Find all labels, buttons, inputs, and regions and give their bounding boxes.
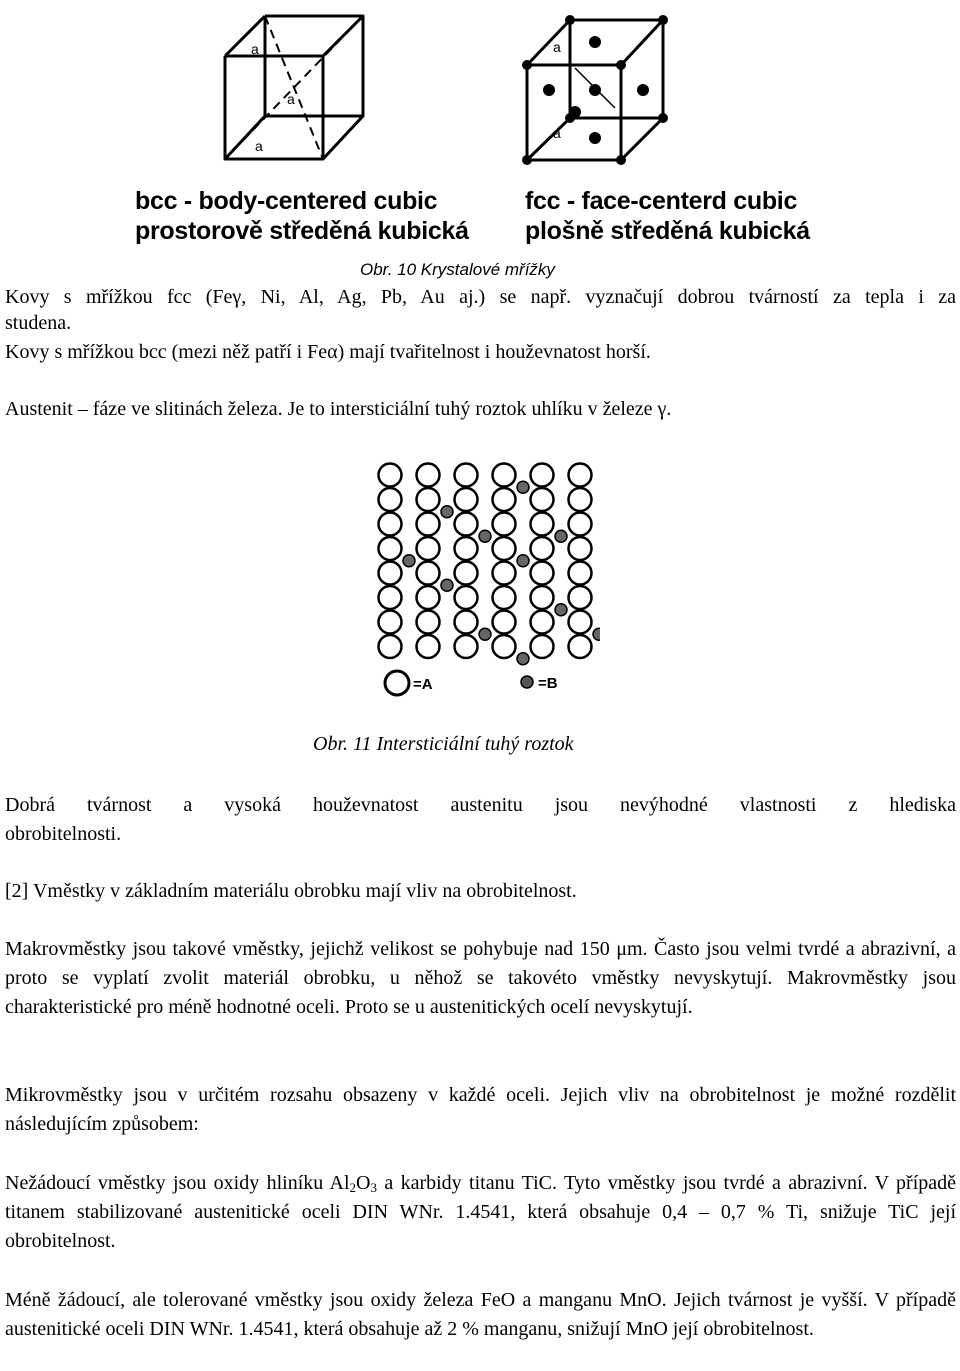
atom-a bbox=[455, 488, 478, 511]
atom-a bbox=[455, 537, 478, 560]
paragraph-austenite: Austenit – fáze ve slitinách železa. Je to intersticiální tuhý roztok uhlíku v železe γ. bbox=[5, 398, 672, 420]
atom-a bbox=[531, 586, 554, 609]
atom-a bbox=[455, 586, 478, 609]
paragraph-austenite-properties-line1: Dobrá tvárnost a vysoká houževnatost austenitu jsou nevýhodné vlastnosti z hlediska bbox=[5, 794, 956, 816]
atom-a bbox=[417, 464, 440, 487]
atom-a bbox=[493, 635, 516, 658]
bcc-letter-a-1: a bbox=[251, 41, 259, 57]
atom-a bbox=[455, 513, 478, 536]
atom-a bbox=[417, 513, 440, 536]
atom-a bbox=[417, 488, 440, 511]
atom-b bbox=[403, 555, 415, 567]
atom-b bbox=[517, 653, 529, 665]
atom-a bbox=[531, 513, 554, 536]
interstitial-lattice-diagram bbox=[370, 455, 600, 705]
atom-b bbox=[479, 628, 491, 640]
atom-a bbox=[455, 464, 478, 487]
paragraph-austenite-properties bbox=[5, 791, 956, 849]
paragraph-inclusions-intro: [2] Vměstky v základním materiálu obrobku mají vliv na obrobitelnost. bbox=[5, 880, 577, 902]
atom-a bbox=[379, 635, 402, 658]
atom-a bbox=[493, 537, 516, 560]
paragraph-austenite-properties-line2: obrobitelnosti. bbox=[5, 823, 122, 845]
atom-b bbox=[555, 604, 567, 616]
atom-a bbox=[493, 513, 516, 536]
atom-a bbox=[379, 464, 402, 487]
paragraph-macroinclusions: Makrovměstky jsou takové vměstky, jejichž velikost se pohybuje nad 150 μm. Často jsou velmi tvrdé a abrazivní, a proto se vyplatí zvolit materiál obrobku, u něhož se takovéto vměstky nevyskytují. Makrovměstky jsou charakteristické pro méně hodnotné oceli. Proto se u austenitických ocelí nevyskytují. bbox=[5, 938, 956, 1018]
atom-a bbox=[531, 635, 554, 658]
atom-a bbox=[569, 537, 592, 560]
fcc-label-cz: plošně středěná kubická bbox=[525, 217, 810, 245]
atom-a bbox=[569, 488, 592, 511]
fcc-cube-diagram bbox=[515, 10, 675, 180]
paragraph-fcc-line1: Kovy s mřížkou fcc (Feγ, Ni, Al, Ag, Pb, Au aj.) se např. vyznačují dobrou tvárností za tepla i za bbox=[5, 286, 956, 308]
fcc-letter-a-1: a bbox=[553, 39, 561, 55]
paragraph-tolerated-inclusions: Méně žádoucí, ale tolerované vměstky jsou oxidy železa FeO a manganu MnO. Jejich tvárnost je vyšší. V případě austenitické oceli DIN WNr. 1.4541, která obsahuje až 2 % manganu, snižují MnO její obrobitelnost. bbox=[5, 1289, 956, 1340]
bcc-letter-a-2: a bbox=[287, 91, 295, 107]
undesirable-text-a: Nežádoucí vměstky jsou oxidy hliníku Al bbox=[5, 1172, 350, 1194]
atom-a bbox=[379, 562, 402, 585]
atom-a bbox=[379, 537, 402, 560]
atom-a bbox=[569, 562, 592, 585]
bcc-label-en: bcc - body-centered cubic bbox=[135, 187, 438, 215]
atom-a bbox=[531, 611, 554, 634]
al2o3-sub-3: 3 bbox=[370, 1180, 377, 1195]
paragraph-bcc-metals: Kovy s mřížkou bcc (mezi něž patří i Feα) mají tvařitelnost i houževnatost horší. bbox=[5, 341, 651, 363]
atom-b bbox=[555, 530, 567, 542]
atom-b bbox=[517, 555, 529, 567]
atom-a bbox=[417, 537, 440, 560]
atom-a bbox=[569, 611, 592, 634]
atom-a bbox=[493, 488, 516, 511]
paragraph-fcc-metals bbox=[5, 283, 956, 338]
atom-a bbox=[493, 586, 516, 609]
atom-a bbox=[493, 611, 516, 634]
atom-a bbox=[569, 586, 592, 609]
legend-b-label: =B bbox=[538, 675, 558, 692]
atom-a bbox=[531, 562, 554, 585]
fcc-label-en: fcc - face-centerd cubic bbox=[525, 187, 798, 215]
figure-interstitial-solution bbox=[370, 455, 600, 705]
fcc-letter-a-2: a bbox=[553, 125, 561, 141]
atom-a bbox=[569, 513, 592, 536]
figure-crystal-lattices bbox=[0, 0, 960, 290]
figure10-caption: Obr. 10 Krystalové mřížky bbox=[360, 260, 555, 279]
atom-a bbox=[417, 562, 440, 585]
al2o3-sub-2: 2 bbox=[349, 1180, 357, 1195]
undesirable-text-c: a karbidy titanu TiC. Tyto vměstky jsou tvrdé a abrazivní. V případě titanem stabilizované austenitické oceli DIN WNr. 1.4541, která obsahuje 0,4 – 0,7 % Ti, snižuje TiC její obrobitelnost. bbox=[5, 1172, 957, 1252]
atom-a bbox=[493, 562, 516, 585]
atom-a bbox=[455, 562, 478, 585]
atom-a bbox=[531, 537, 554, 560]
atom-a bbox=[379, 586, 402, 609]
paragraph-microinclusions: Mikrovměstky jsou v určitém rozsahu obsazeny v každé oceli. Jejich vliv na obrobitelnost je možné rozdělit následujícím způsobem: bbox=[5, 1084, 956, 1135]
atom-a bbox=[417, 586, 440, 609]
atom-a bbox=[455, 635, 478, 658]
atom-b bbox=[593, 628, 600, 640]
atom-b bbox=[441, 506, 453, 518]
undesirable-text-b: O bbox=[356, 1172, 371, 1194]
atom-a bbox=[379, 611, 402, 634]
bcc-cube-diagram bbox=[215, 4, 375, 182]
legend-a-label: =A bbox=[413, 676, 433, 693]
atom-b bbox=[517, 481, 529, 493]
atom-a bbox=[455, 611, 478, 634]
paragraph-undesirable-inclusions bbox=[5, 1169, 956, 1256]
atom-a bbox=[531, 464, 554, 487]
bcc-label-cz: prostorově středěná kubická bbox=[135, 217, 469, 245]
atom-a bbox=[493, 464, 516, 487]
atom-a bbox=[569, 635, 592, 658]
figure11-caption: Obr. 11 Intersticiální tuhý roztok bbox=[313, 733, 574, 755]
atom-a bbox=[417, 635, 440, 658]
atom-a bbox=[569, 464, 592, 487]
atom-a bbox=[379, 488, 402, 511]
bcc-letter-a-3: a bbox=[255, 138, 263, 154]
atom-a bbox=[417, 611, 440, 634]
atom-a bbox=[531, 488, 554, 511]
paragraph-fcc-line2: studena. bbox=[5, 312, 72, 334]
atom-b bbox=[479, 530, 491, 542]
atom-a bbox=[379, 513, 402, 536]
atom-b bbox=[441, 579, 453, 591]
